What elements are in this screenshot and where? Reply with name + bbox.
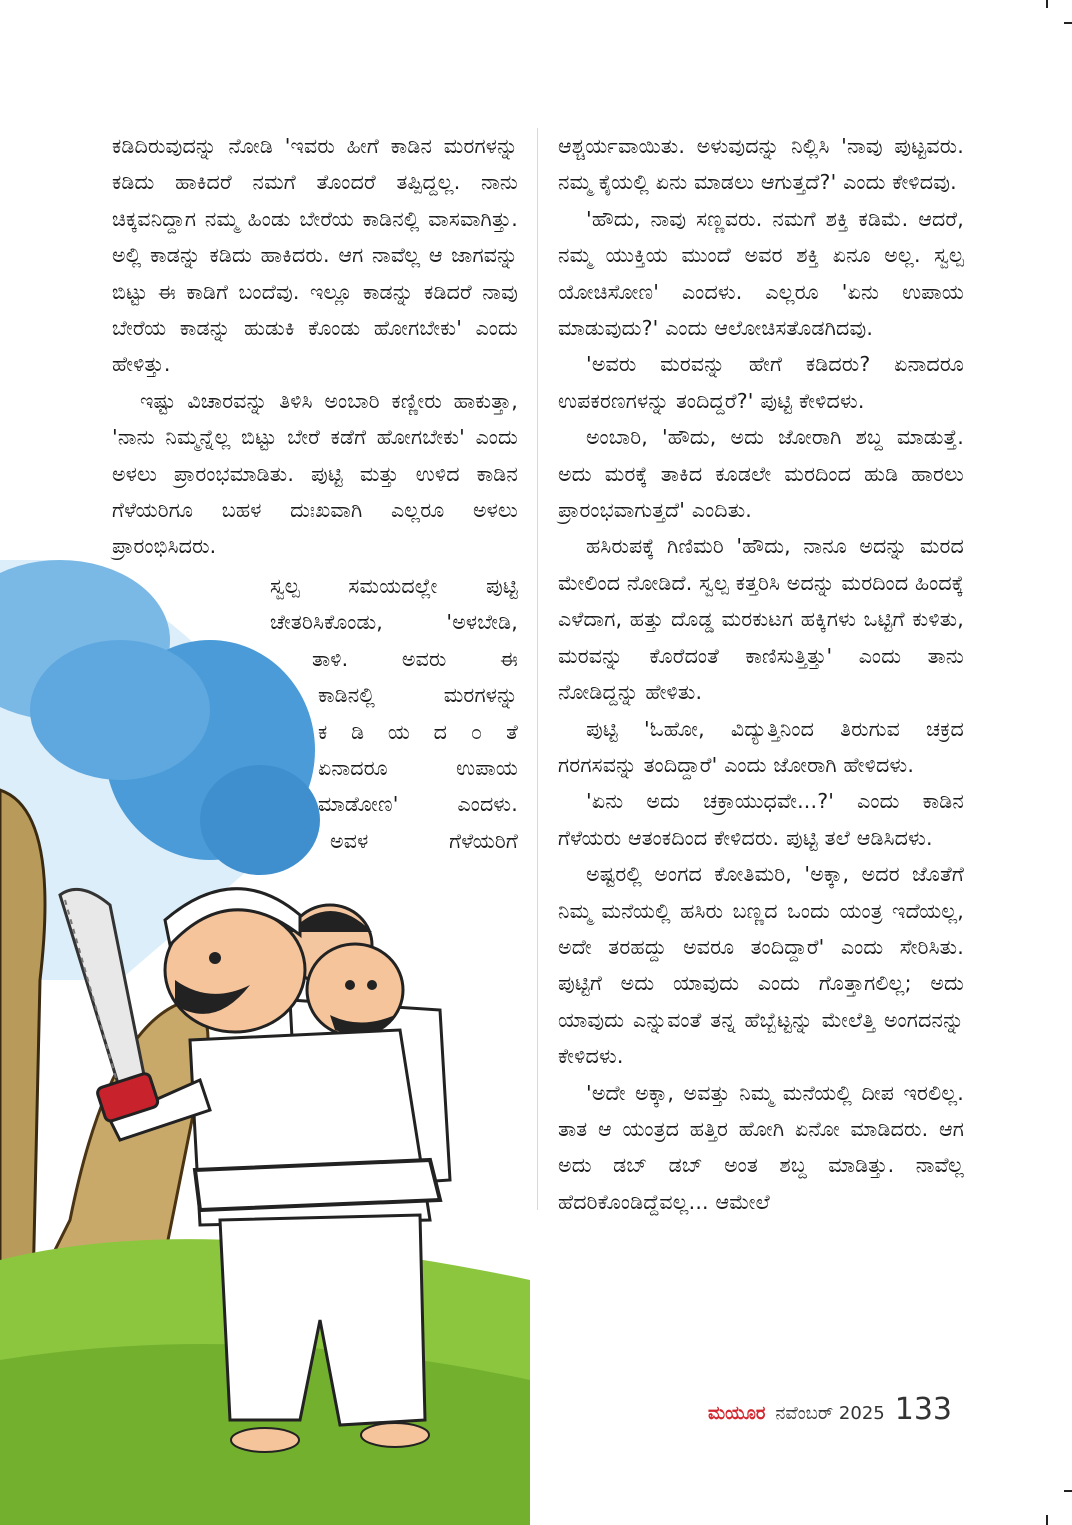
issue-date: ನವೆಂಬರ್ 2025 xyxy=(775,1403,885,1424)
column-divider xyxy=(537,128,538,1210)
wrap-line: ತಾಳಿ. ಅವರು ಈ xyxy=(312,646,518,671)
paragraph: ಪುಟ್ಟಿ 'ಓಹೋ, ವಿದ್ಯುತ್ತಿನಿಂದ ತಿರುಗುವ ಚಕ್ರದ ಗರಗಸವನ್ನು ತಂದಿದ್ದಾರೆ' ಎಂದು ಜೋರಾಗಿ ಹೇಳಿದಳು. xyxy=(558,716,964,777)
paragraph: 'ಏನು ಅದು ಚಕ್ರಾಯುಧವೇ...?' ಎಂದು ಕಾಡಿನ ಗೆಳೆಯರು ಆತಂಕದಿಂದ ಕೇಳಿದರು. ಪುಟ್ಟಿ ತಲೆ ಆಡಿಸಿದಳು. xyxy=(558,789,964,850)
paragraph: 'ಅವರು ಮರವನ್ನು ಹೇಗೆ ಕಡಿದರು? ಏನಾದರೂ ಉಪಕರಣಗಳನ್ನು ತಂದಿದ್ದರೆ?' ಪುಟ್ಟಿ ಕೇಳಿದಳು. xyxy=(558,352,964,413)
paragraph: ಕಡಿದಿರುವುದನ್ನು ನೋಡಿ 'ಇವರು ಹೀಗೆ ಕಾಡಿನ ಮರಗಳನ್ನು ಕಡಿದು ಹಾಕಿದರೆ ನಮಗೆ ತೊಂದರೆ ತಪ್ಪಿದ್ದಲ್ಲ. ನಾನು ಚಿಕ್ಕವನಿದ್ದಾಗ ನಮ್ಮ ಹಿಂಡು ಬೇರೆಯ ಕಾಡಿನಲ್ಲಿ ವಾಸವಾಗಿತ್ತು. ಅಲ್ಲಿ ಕಾಡನ್ನು ಕಡಿದು ಹಾಕಿದರು. ಆಗ ನಾವೆಲ್ಲ ಆ ಜಾಗವನ್ನು ಬಿಟ್ಟು ಈ ಕಾಡಿಗೆ ಬಂದೆವು. ಇಲ್ಲೂ ಕಾಡನ್ನು ಕಡಿದರೆ ನಾವು ಬೇರೆಯ ಕಾಡನ್ನು ಹುಡುಕಿ ಕೊಂಡು ಹೋಗಬೇಕು' ಎಂದು ಹೇಳಿತ್ತು. xyxy=(112,134,518,377)
paragraph: ಅಷ್ಟರಲ್ಲಿ ಅಂಗದ ಕೋತಿಮರಿ, 'ಅಕ್ಕಾ, ಅದರ ಜೊತೆಗೆ ನಿಮ್ಮ ಮನೆಯಲ್ಲಿ ಹಸಿರು ಬಣ್ಣದ ಒಂದು ಯಂತ್ರ ಇದೆಯಲ್ಲ, ಅದೇ ತರಹದ್ದು ಅವರೂ ತಂದಿದ್ದಾರೆ' ಎಂದು ಸೇರಿಸಿತು. ಪುಟ್ಟಿಗೆ ಅದು ಯಾವುದು ಎಂದು ಗೊತ್ತಾಗಲಿಲ್ಲ; ಅದು ಯಾವುದು ಎನ್ನುವಂತೆ ತನ್ನ ಹೆಬ್ಬೆಟ್ಟನ್ನು ಮೇಲೆತ್ತಿ ಅಂಗದನನ್ನು ಕೇಳಿದಳು. xyxy=(558,862,964,1069)
crop-mark-bottom-right xyxy=(1046,1515,1048,1525)
left-wrapped-text xyxy=(270,568,518,859)
wrap-line: ಚೇತರಿಸಿಕೊಂಡು, 'ಅಳಬೇಡಿ, xyxy=(270,610,518,635)
magazine-name: ಮಯೂರ xyxy=(708,1403,766,1424)
crop-mark-right-lower xyxy=(1064,1490,1072,1492)
page-number: 133 xyxy=(894,1392,952,1427)
paragraph: 'ಅದೇ ಅಕ್ಕಾ, ಅವತ್ತು ನಿಮ್ಮ ಮನೆಯಲ್ಲಿ ದೀಪ ಇರಲಿಲ್ಲ. ತಾತ ಆ ಯಂತ್ರದ ಹತ್ತಿರ ಹೋಗಿ ಏನೋ ಮಾಡಿದರು. ಆಗ ಅದು ಡಬ್ ಡಬ್ ಅಂತ ಶಬ್ದ ಮಾಡಿತ್ತು. ನಾವೆಲ್ಲ ಹೆದರಿಕೊಂಡಿದ್ದೆವಲ್ಲ... ಆಮೇಲೆ xyxy=(558,1080,964,1214)
crop-mark-top-right xyxy=(1046,0,1048,8)
left-text-column xyxy=(112,128,518,565)
paragraph: ಆಶ್ಚರ್ಯವಾಯಿತು. ಅಳುವುದನ್ನು ನಿಲ್ಲಿಸಿ 'ನಾವು ಪುಟ್ಟವರು. ನಮ್ಮ ಕೈಯಲ್ಲಿ ಏನು ಮಾಡಲು ಆಗುತ್ತದೆ?' ಎಂದು ಕೇಳಿದವು. xyxy=(558,134,964,195)
wrap-line: ಕ ಡಿ ಯ ದ ೦ ತೆ xyxy=(318,719,518,744)
paragraph: ಹಸಿರುಪಕ್ಕೆ ಗಿಣಿಮರಿ 'ಹೌದು, ನಾನೂ ಅದನ್ನು ಮರದ ಮೇಲಿಂದ ನೋಡಿದೆ. ಸ್ವಲ್ಪ ಕತ್ತರಿಸಿ ಅದನ್ನು ಮರದಿಂದ ಹಿಂದಕ್ಕೆ ಎಳೆದಾಗ, ಹತ್ತು ದೊಡ್ಡ ಮರಕುಟಗ ಹಕ್ಕಿಗಳು ಒಟ್ಟಿಗೆ ಕುಳಿತು, ಮರವನ್ನು ಕೊರೆದಂತೆ ಕಾಣಿಸುತ್ತಿತ್ತು' ಎಂದು ತಾನು ನೋಡಿದ್ದನ್ನು ಹೇಳಿತು. xyxy=(558,534,964,705)
right-text-column xyxy=(558,128,964,1220)
wrap-line: ಕಾಡಿನಲ್ಲಿ ಮರಗಳನ್ನು xyxy=(318,683,518,708)
wrap-line: ಮಾಡೋಣ' ಎಂದಳು. xyxy=(318,792,518,817)
paragraph: 'ಹೌದು, ನಾವು ಸಣ್ಣವರು. ನಮಗೆ ಶಕ್ತಿ ಕಡಿಮೆ. ಆದರೆ, ನಮ್ಮ ಯುಕ್ತಿಯ ಮುಂದೆ ಅವರ ಶಕ್ತಿ ಏನೂ ಅಲ್ಲ. ಸ್ವಲ್ಪ ಯೋಚಿಸೋಣ' ಎಂದಳು. ಎಲ್ಲರೂ 'ಏನು ಉಪಾಯ ಮಾಡುವುದು?' ಎಂದು ಆಲೋಚಿಸತೊಡಗಿದವು. xyxy=(558,206,964,341)
wrap-line: ಅವಳ ಗೆಳೆಯರಿಗೆ xyxy=(330,828,518,853)
page-footer xyxy=(708,1392,952,1427)
wrap-line: ಸ್ವಲ್ಪ ಸಮಯದಲ್ಲೇ ಪುಟ್ಟಿ xyxy=(270,574,518,598)
wrap-line: ಏನಾದರೂ ಉಪಾಯ xyxy=(318,756,518,781)
crop-mark-right-upper xyxy=(1064,22,1072,24)
paragraph: ಅಂಬಾರಿ, 'ಹೌದು, ಅದು ಜೋರಾಗಿ ಶಬ್ದ ಮಾಡುತ್ತೆ. ಅದು ಮರಕ್ಕೆ ತಾಕಿದ ಕೂಡಲೇ ಮರದಿಂದ ಹುಡಿ ಹಾರಲು ಪ್ರಾರಂಭವಾಗುತ್ತದೆ' ಎಂದಿತು. xyxy=(558,425,964,523)
paragraph: ಇಷ್ಟು ವಿಚಾರವನ್ನು ತಿಳಿಸಿ ಅಂಬಾರಿ ಕಣ್ಣೀರು ಹಾಕುತ್ತಾ, 'ನಾನು ನಿಮ್ಮನ್ನೆಲ್ಲ ಬಿಟ್ಟು ಬೇರೆ ಕಡೆಗೆ ಹೋಗಬೇಕು' ಎಂದು ಅಳಲು ಪ್ರಾರಂಭಮಾಡಿತು. ಪುಟ್ಟಿ ಮತ್ತು ಉಳಿದ ಕಾಡಿನ ಗೆಳೆಯರಿಗೂ ಬಹಳ ದುಃಖವಾಗಿ ಎಲ್ಲರೂ ಅಳಲು ಪ್ರಾರಂಭಿಸಿದರು. xyxy=(112,388,518,559)
